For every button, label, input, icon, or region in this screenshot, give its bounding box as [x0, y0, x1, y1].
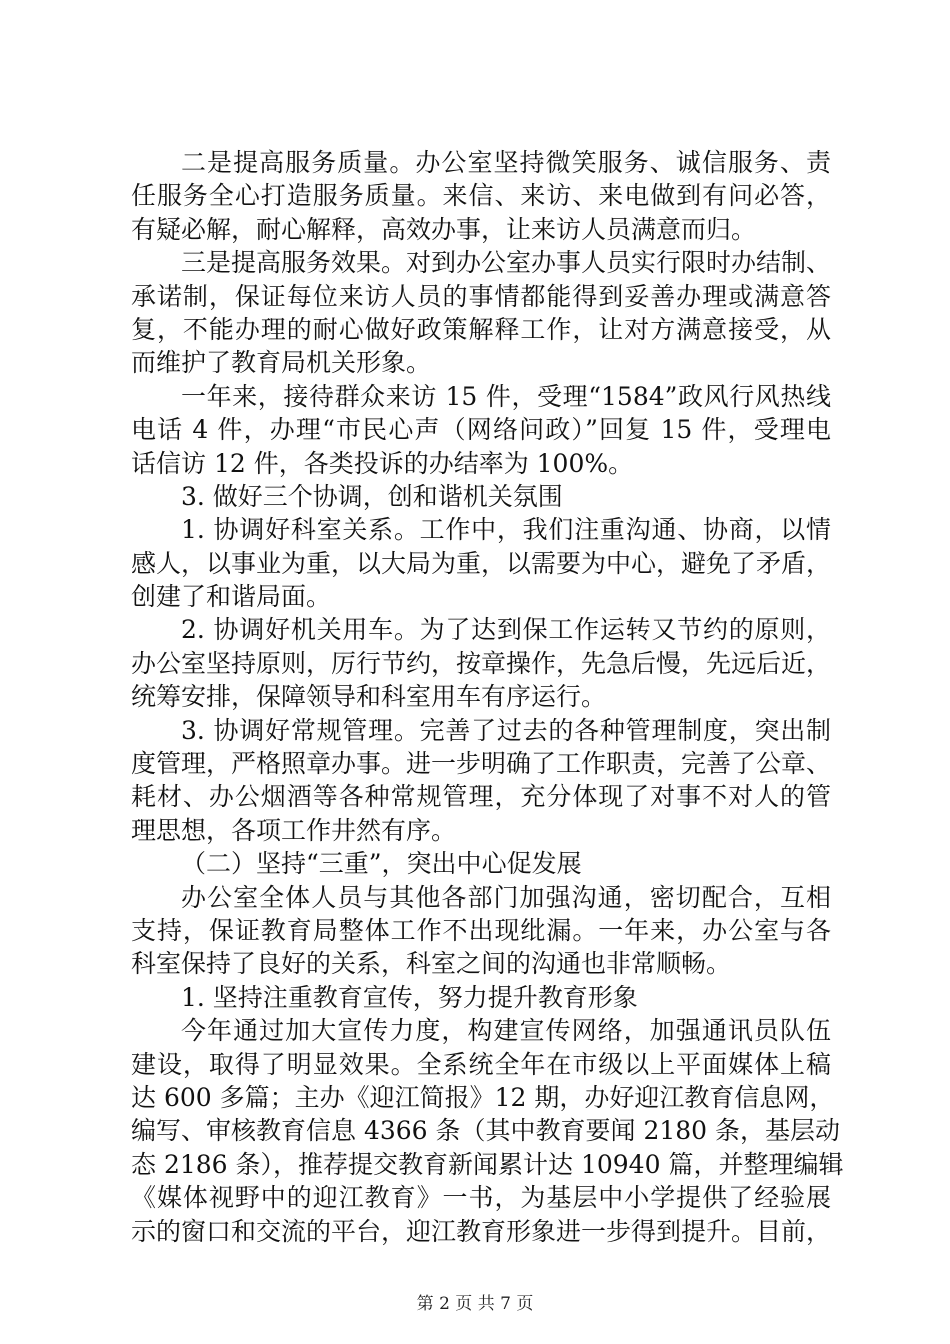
text-line: 三是提高服务效果。对到办公室办事人员实行限时办结制、 [181, 248, 832, 278]
text-line: 话信访 12 件，各类投诉的办结率为 100%。 [131, 448, 634, 478]
text-line: 感人，以事业为重，以大局为重，以需要为中心，避免了矛盾， [131, 548, 832, 578]
text-line: 电话 4 件，办理“市民心声（网络问政）”回复 15 件，受理电 [131, 415, 831, 445]
text-line: 示的窗口和交流的平台，迎江教育形象进一步得到提升。目前， [131, 1216, 832, 1246]
text-line: 复，不能办理的耐心做好政策解释工作，让对方满意接受，从 [131, 314, 831, 344]
text-line: 办公室坚持原则，厉行节约，按章操作，先急后慢，先远后近， [131, 648, 832, 678]
text-line: 统筹安排，保障领导和科室用车有序运行。 [131, 682, 607, 712]
text-line: 耗材、办公烟酒等各种常规管理，充分体现了对事不对人的管 [131, 782, 831, 812]
section-heading: 3. 做好三个协调，创和谐机关氛围 [181, 481, 563, 511]
text-line: 一年来，接待群众来访 15 件，受理“1584”政风行风热线 [181, 381, 831, 411]
text-line: 达 600 多篇；主办《迎江简报》12 期，办好迎江教育信息网， [131, 1082, 835, 1112]
text-line: 建设，取得了明显效果。全系统全年在市级以上平面媒体上稿 [131, 1049, 831, 1079]
text-line: 度管理，严格照章办事。进一步明确了工作职责，完善了公章、 [131, 749, 832, 779]
page-number-label: 第 2 页 共 7 页 [416, 1294, 534, 1314]
text-line: 1. 协调好科室关系。工作中，我们注重沟通、协商，以情 [181, 515, 831, 545]
text-line: 理思想，各项工作井然有序。 [131, 815, 457, 845]
text-line: 态 2186 条），推荐提交教育新闻累计达 10940 篇，并整理编辑 [131, 1149, 844, 1179]
document-body [131, 146, 844, 1248]
text-line: 2. 协调好机关用车。为了达到保工作运转又节约的原则， [181, 615, 831, 645]
text-line: 今年通过加大宣传力度，构建宣传网络，加强通讯员队伍 [181, 1016, 831, 1046]
page-footer [0, 1289, 950, 1314]
section-heading: 1. 坚持注重教育宣传，努力提升教育形象 [181, 982, 638, 1012]
text-line: 有疑必解，耐心解释，高效办事，让来访人员满意而归。 [131, 214, 757, 244]
text-line: 支持，保证教育局整体工作不出现纰漏。一年来，办公室与各 [131, 915, 831, 945]
text-line: 编写、审核教育信息 4366 条（其中教育要闻 2180 条，基层动 [131, 1116, 841, 1146]
text-line: 而维护了教育局机关形象。 [131, 348, 432, 378]
text-line: 任服务全心打造服务质量。来信、来访、来电做到有问必答， [131, 181, 831, 211]
text-line: 《媒体视野中的迎江教育》一书，为基层中小学提供了经验展 [131, 1183, 831, 1213]
text-line: 科室保持了良好的关系，科室之间的沟通也非常顺畅。 [131, 949, 732, 979]
text-line: 3. 协调好常规管理。完善了过去的各种管理制度，突出制 [181, 715, 831, 745]
text-line: 办公室全体人员与其他各部门加强沟通，密切配合，互相 [181, 882, 831, 912]
text-line: 承诺制，保证每位来访人员的事情都能得到妥善办理或满意答 [131, 281, 831, 311]
text-line: 创建了和谐局面。 [131, 582, 332, 612]
section-heading: （二）坚持“三重”，突出中心促发展 [181, 849, 582, 879]
text-line: 二是提高服务质量。办公室坚持微笑服务、诚信服务、责 [181, 148, 831, 177]
